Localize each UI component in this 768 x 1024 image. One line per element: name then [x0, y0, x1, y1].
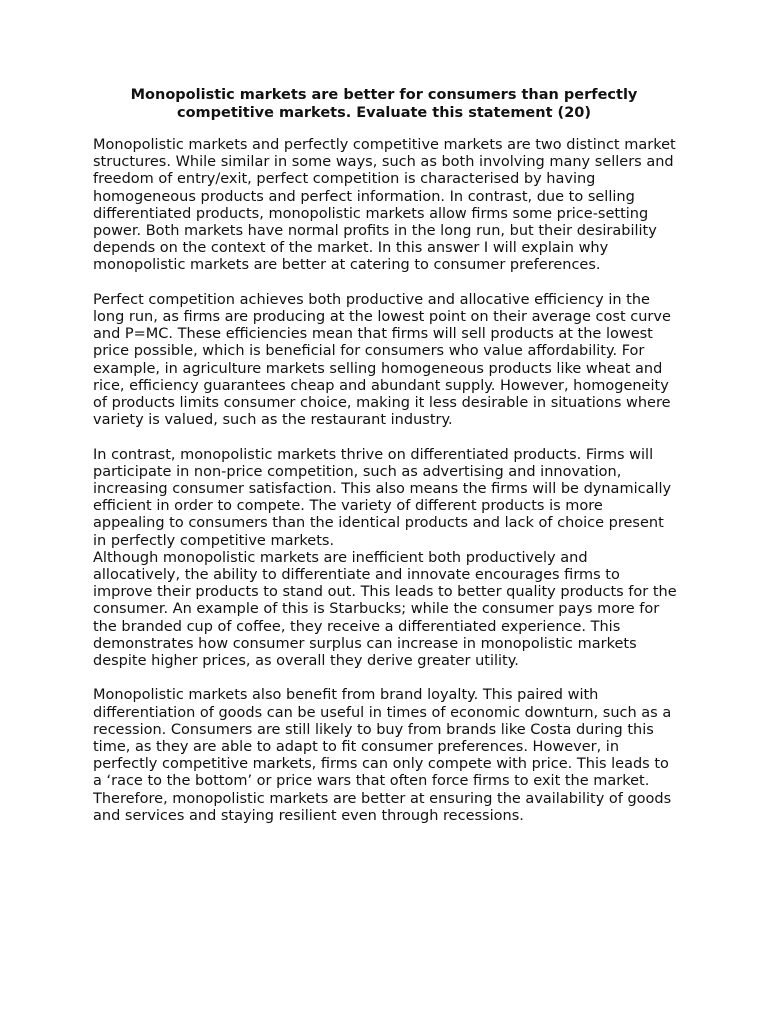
paragraph-introduction: Monopolistic markets and perfectly competitive markets are two distinct market structures. While similar in some ways, such as both involving many sellers and freedom of entry/exit, perfect competition is characterised by having homogeneous products and perfect information. In contrast, due to selling differentiated products, monopolistic markets allow firms some price-setting power. Both markets have normal profits in the long run, but their desirability depends on the context of the market. In this answer I will explain why monopolistic markets are better at catering to consumer preferences.	[93, 137, 676, 274]
paragraph-perfect-competition: Perfect competition achieves both productive and allocative efficiency in the long run, as firms are producing at the lowest point on their average cost curve and P=MC. These efficiencies mean that firms will sell products at the lowest price possible, which is beneficial for consumers who value affordability. For example, in agriculture markets selling homogeneous products like wheat and rice, efficiency guarantees cheap and abundant supply. However, homogeneity of products limits consumer choice, making it less desirable in situations where variety is valued, such as the restaurant industry.	[93, 291, 671, 429]
paragraph-differentiated-products: In contrast, monopolistic markets thrive on differentiated products. Firms will participate in non-price competition, such as advertising and innovation, increasing consumer satisfaction. This also means the firms will be dynamically efficient in order to compete. The variety of different products is more appealing to consumers than the identical products and lack of choice present in perfectly competitive markets.	[93, 446, 672, 549]
essay-body	[93, 137, 677, 842]
paragraph-inefficiency-innovation: Although monopolistic markets are inefficient both productively and allocatively, the ability to differentiate and innovate encourages firms to improve their products to stand out. This leads to better quality products for the consumer. An example of this is Starbucks; while the consumer pays more for the branded cup of coffee, they receive a differentiated experience. This demonstrates how consumer surplus can increase in monopolistic markets despite higher prices, as overall they derive greater utility.	[93, 549, 677, 670]
paragraph-brand-loyalty: Monopolistic markets also benefit from brand loyalty. This paired with differentiation of goods can be useful in times of economic downturn, such as a recession. Consumers are still likely to buy from brands like Costa during this time, as they are able to adapt to fit consumer preferences. However, in perfectly competitive markets, firms can only compete with price. This leads to a ‘race to the bottom’ or price wars that often force firms to exit the market. Therefore, monopolistic markets are better at ensuring the availability of goods and services and staying resilient even through recessions.	[93, 687, 672, 824]
essay-title: Monopolistic markets are better for consumers than perfectly competitive markets. Evaluate this statement (20)	[130, 87, 638, 121]
